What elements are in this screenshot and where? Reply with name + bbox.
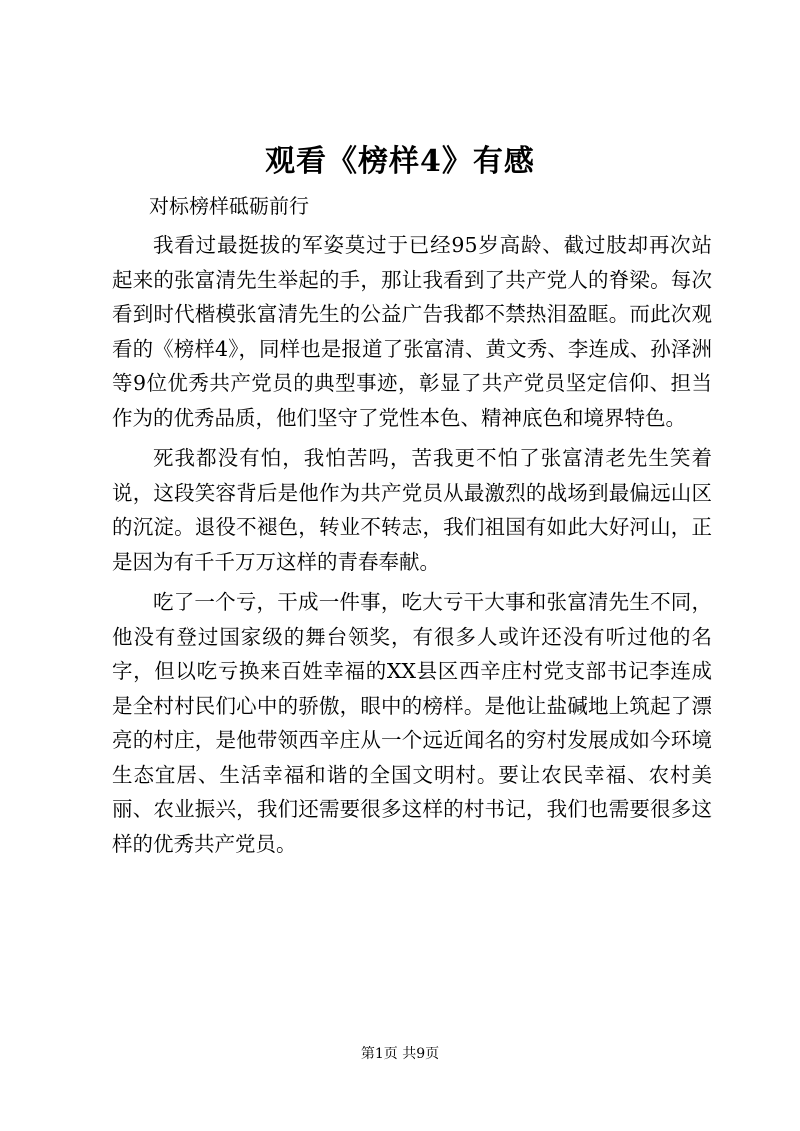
paragraph: 死我都没有怕，我怕苦吗，苦我更不怕了张富清老先生笑着说，这段笑容背后是他作为共产党员从最激烈的战场到最偏远山区的沉淀。退役不褪色，转业不转志，我们祖国有如此大好河山，正是因为有千千万万这样的青春奉献。	[112, 446, 712, 574]
paragraph: 吃了一个亏，干成一件事，吃大亏干大事和张富清先生不同，他没有登过国家级的舞台领奖，有很多人或许还没有听过他的名字，但以吃亏换来百姓幸福的XX县区西辛庄村党支部书记李连成是全村村民们心中的骄傲，眼中的榜样。是他让盐碱地上筑起了漂亮的村庄，是他带领西辛庄从一个远近闻名的穷村发展成如今环境生态宜居、生活幸福和谐的全国文明村。要让农民幸福、农村美丽、农业振兴，我们还需要很多这样的村书记，我们也需要很多这样的优秀共产党员。	[112, 590, 712, 856]
document-body	[112, 228, 712, 867]
subtitle: 对标榜样砥砺前行	[149, 194, 309, 218]
page-footer: 第1页 共9页	[360, 1046, 440, 1062]
page-title: 观看《榜样4》有感	[265, 144, 535, 179]
paragraph: 我看过最挺拔的军姿莫过于已经95岁高龄、截过肢却再次站起来的张富清先生举起的手，那让我看到了共产党人的脊梁。每次看到时代楷模张富清先生的公益广告我都不禁热泪盈眶。而此次观看的《榜样4》，同样也是报道了张富清、黄文秀、李连成、孙泽洲等9位优秀共产党员的典型事迹，彰显了共产党员坚定信仰、担当作为的优秀品质，他们坚守了党性本色、精神底色和境界特色。	[112, 233, 712, 430]
